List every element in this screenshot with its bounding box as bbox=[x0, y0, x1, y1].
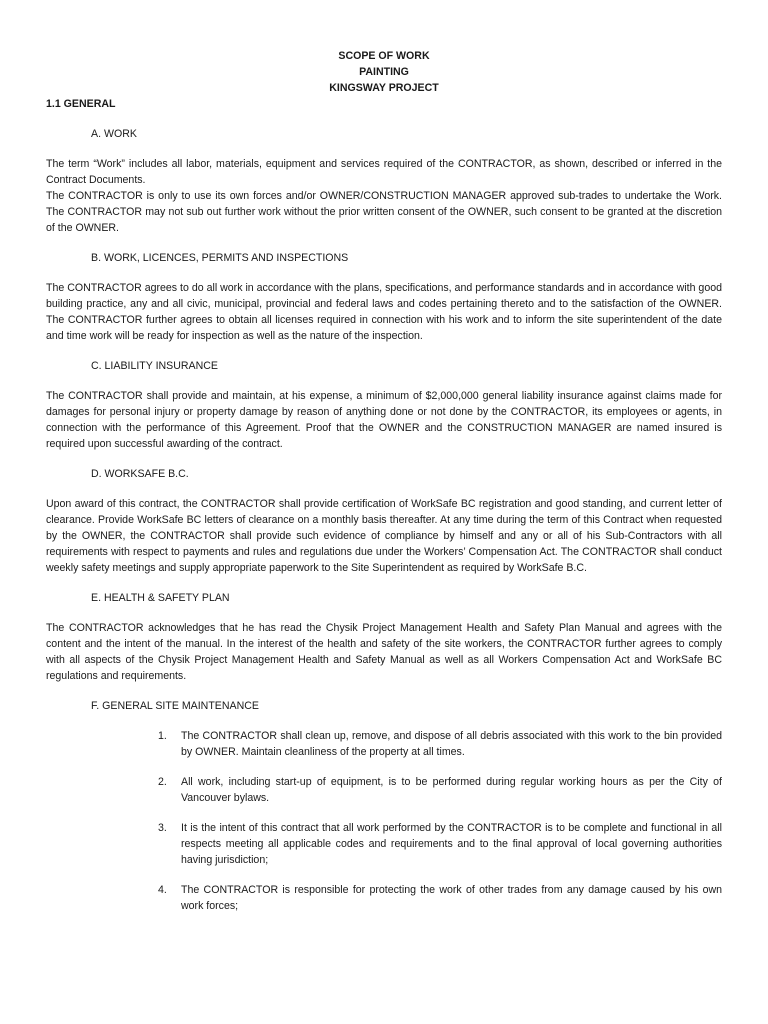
list-item-text: It is the intent of this contract that all work performed by the CONTRACTOR is to be complete and functional in all respects meeting all applicable codes and requirements and to the final approval of local governing authorities having jurisdiction; bbox=[181, 822, 722, 866]
section-heading-general: 1.1 GENERAL bbox=[46, 98, 116, 110]
list-item-number: 3. bbox=[158, 822, 167, 834]
health-safety-paragraph: The CONTRACTOR acknowledges that he has read the Chysik Project Management Health and Safety Plan Manual and agrees with the content and the intent of the manual. In the interest of the health and safety of the site workers, the CONTRACTOR further agrees to comply with all aspects of the Chysik Project Management Health and Safety Manual as well as all Workers Compensation Act and WorkSafe BC regulations and requirements. bbox=[46, 622, 722, 682]
list-item bbox=[158, 728, 722, 760]
list-item bbox=[158, 820, 722, 868]
list-item-text: All work, including start-up of equipment, is to be performed during regular working hours as per the City of Vancouver bylaws. bbox=[181, 776, 722, 804]
list-item-number: 1. bbox=[158, 730, 167, 742]
subheading-health-safety: E. HEALTH & SAFETY PLAN bbox=[91, 592, 230, 604]
title-line-2: PAINTING bbox=[359, 66, 409, 78]
work-paragraph-2: The CONTRACTOR is only to use its own forces and/or OWNER/CONSTRUCTION MANAGER approved sub-trades to undertake the Work. The CONTRACTOR may not sub out further work without the prior written consent of the OWNER, such consent to be granted at the discretion of the OWNER. bbox=[46, 190, 722, 234]
list-item-number: 2. bbox=[158, 776, 167, 788]
subheading-licences: B. WORK, LICENCES, PERMITS AND INSPECTIONS bbox=[91, 252, 349, 264]
worksafe-paragraph: Upon award of this contract, the CONTRACTOR shall provide certification of WorkSafe BC registration and good standing, and current letter of clearance. Provide WorkSafe BC letters of clearance on a monthly basis thereafter. At any time during the term of this Contract when requested by the OWNER, the CONTRACTOR shall provide such evidence of compliance by himself and any or all of his Sub-Contractors with all requirements with respect to payments and rules and regulations due under the Workers’ Compensation Act. The CONTRACTOR shall conduct weekly safety meetings and supply appropriate paperwork to the Site Superintendent as required by WorkSafe B.C. bbox=[46, 498, 722, 574]
list-item bbox=[158, 774, 722, 806]
subheading-work: A. WORK bbox=[91, 128, 137, 140]
subheading-site-maintenance: F. GENERAL SITE MAINTENANCE bbox=[91, 700, 259, 712]
list-item-number: 4. bbox=[158, 884, 167, 896]
licences-paragraph: The CONTRACTOR agrees to do all work in accordance with the plans, specifications, and performance standards and in accordance with good building practice, any and all civic, municipal, provincial and federal laws and codes pertaining thereto and to the satisfaction of the OWNER. The CONTRACTOR further agrees to obtain all licenses required in connection with his work and to inform the site superintendent of the date and time work will be ready for inspection as well as the nature of the inspection. bbox=[46, 282, 722, 342]
document-page bbox=[46, 48, 722, 928]
title-line-3: KINGSWAY PROJECT bbox=[329, 82, 439, 94]
maintenance-list bbox=[158, 728, 722, 914]
list-item-text: The CONTRACTOR is responsible for protecting the work of other trades from any damage caused by his own work forces; bbox=[181, 884, 722, 912]
liability-paragraph: The CONTRACTOR shall provide and maintain, at his expense, a minimum of $2,000,000 general liability insurance against claims made for damages for personal injury or property damage by reason of anything done or not done by the CONTRACTOR, its employees or agents, in connection with the performance of this Agreement. Proof that the OWNER and the CONSTRUCTION MANAGER are named insured is required upon successful awarding of the contract. bbox=[46, 390, 722, 450]
subheading-liability-insurance: C. LIABILITY INSURANCE bbox=[91, 360, 218, 372]
title-line-1: SCOPE OF WORK bbox=[338, 50, 430, 62]
list-item-text: The CONTRACTOR shall clean up, remove, and dispose of all debris associated with this work to the bin provided by OWNER. Maintain cleanliness of the property at all times. bbox=[181, 730, 722, 758]
document-title bbox=[46, 48, 722, 96]
subheading-worksafe: D. WORKSAFE B.C. bbox=[91, 468, 189, 480]
list-item bbox=[158, 882, 722, 914]
work-paragraph-1: The term “Work” includes all labor, materials, equipment and services required of the CONTRACTOR, as shown, described or inferred in the Contract Documents. bbox=[46, 158, 722, 186]
